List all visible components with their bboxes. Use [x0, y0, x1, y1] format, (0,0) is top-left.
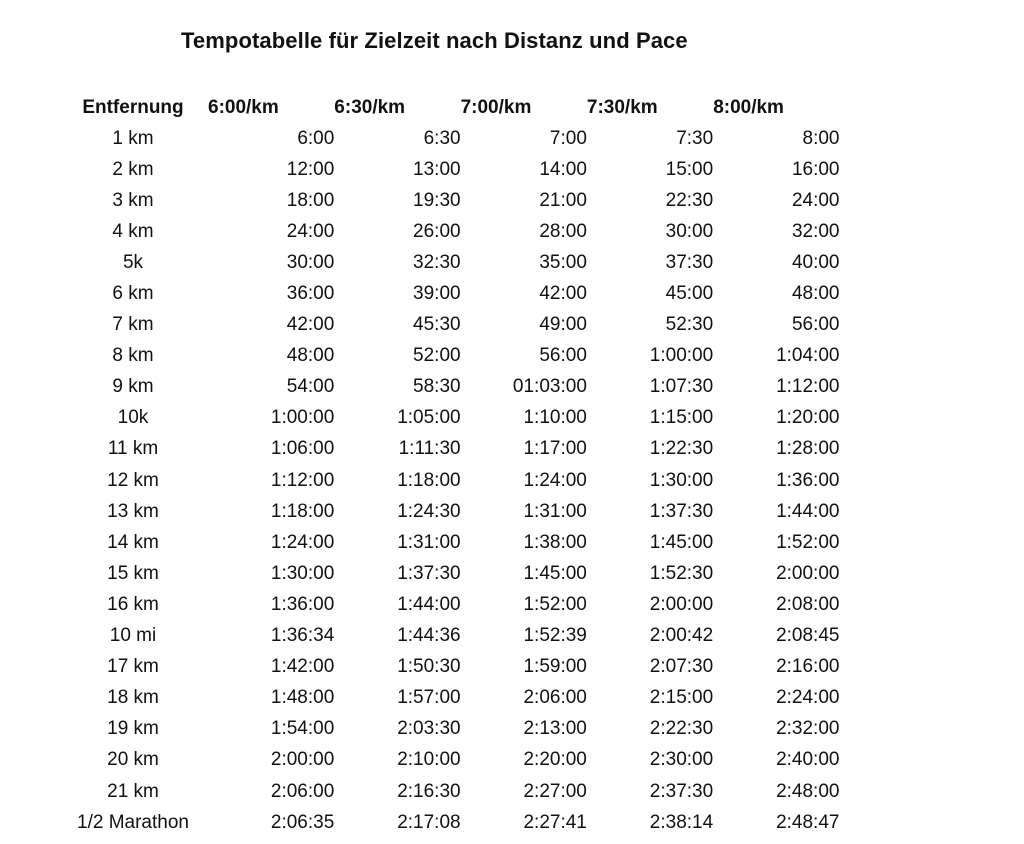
time-cell: 40:00 — [791, 251, 840, 273]
time-cell: 1:17:00 — [523, 438, 587, 460]
time-cell: 1:44:36 — [397, 625, 461, 647]
distance-cell: 17 km — [107, 656, 159, 678]
table-row — [58, 745, 839, 776]
distance-cell: 21 km — [107, 780, 159, 802]
table-row — [58, 714, 839, 745]
time-cell: 42:00 — [539, 283, 587, 305]
table-row — [58, 247, 839, 278]
time-cell: 45:30 — [413, 314, 461, 336]
distance-cell: 9 km — [112, 376, 154, 398]
time-cell: 35:00 — [539, 251, 587, 273]
time-cell: 1:20:00 — [776, 407, 840, 429]
table-row — [58, 683, 839, 714]
time-cell: 1:30:00 — [649, 469, 714, 491]
time-cell: 1:57:00 — [397, 687, 461, 709]
time-cell: 2:30:00 — [649, 749, 714, 771]
time-cell: 01:03:00 — [512, 376, 587, 398]
time-cell: 2:06:35 — [270, 811, 335, 833]
time-cell: 1:31:00 — [523, 500, 587, 522]
time-cell: 1:45:00 — [649, 531, 714, 553]
time-cell: 7:30 — [676, 127, 714, 149]
time-cell: 19:30 — [413, 189, 461, 211]
time-cell: 2:20:00 — [523, 749, 587, 771]
time-cell: 1:06:00 — [270, 438, 335, 460]
header-pace-7-00: 7:00/km — [460, 97, 532, 118]
time-cell: 2:13:00 — [523, 718, 587, 740]
time-cell: 12:00 — [286, 158, 335, 180]
time-cell: 2:08:45 — [776, 625, 840, 647]
time-cell: 26:00 — [413, 220, 461, 242]
time-cell: 14:00 — [539, 158, 587, 180]
distance-cell: 14 km — [107, 531, 159, 553]
time-cell: 52:30 — [665, 314, 714, 336]
time-cell: 1:00:00 — [649, 345, 714, 367]
time-cell: 1:52:39 — [523, 625, 587, 647]
table-row — [58, 527, 839, 558]
header-pace-6-00: 6:00/km — [208, 97, 279, 118]
time-cell: 48:00 — [286, 345, 335, 367]
time-cell: 1:24:30 — [397, 500, 461, 522]
time-cell: 2:16:30 — [397, 780, 461, 802]
distance-cell: 12 km — [107, 469, 159, 491]
time-cell: 6:00 — [297, 127, 335, 149]
time-cell: 28:00 — [539, 220, 587, 242]
time-cell: 1:37:30 — [649, 500, 714, 522]
time-cell: 58:30 — [413, 376, 461, 398]
pace-table — [58, 93, 839, 838]
time-cell: 1:45:00 — [523, 562, 587, 584]
time-cell: 1:52:30 — [649, 562, 714, 584]
time-cell: 1:36:00 — [270, 593, 335, 615]
time-cell: 1:10:00 — [523, 407, 587, 429]
time-cell: 2:17:08 — [397, 811, 461, 833]
table-row — [58, 434, 839, 465]
table-row — [58, 154, 839, 185]
time-cell: 2:22:30 — [649, 718, 714, 740]
header-pace-8-00: 8:00/km — [713, 97, 784, 118]
table-row — [58, 465, 839, 496]
distance-cell: 1/2 Marathon — [77, 811, 189, 833]
time-cell: 1:30:00 — [270, 562, 335, 584]
time-cell: 2:03:30 — [397, 718, 461, 740]
time-cell: 48:00 — [791, 283, 840, 305]
table-row — [58, 123, 839, 154]
time-cell: 54:00 — [286, 376, 335, 398]
distance-cell: 4 km — [112, 220, 154, 242]
distance-cell: 1 km — [112, 127, 154, 149]
time-cell: 1:44:00 — [397, 593, 461, 615]
header-pace-6-30: 6:30/km — [334, 97, 406, 118]
time-cell: 1:04:00 — [776, 345, 840, 367]
time-cell: 56:00 — [539, 345, 587, 367]
table-row — [58, 496, 839, 527]
time-cell: 37:30 — [665, 251, 714, 273]
distance-cell: 2 km — [112, 158, 154, 180]
time-cell: 2:16:00 — [776, 656, 840, 678]
time-cell: 1:50:30 — [397, 656, 461, 678]
time-cell: 2:27:00 — [523, 780, 587, 802]
header-distance: Entfernung — [82, 97, 184, 118]
time-cell: 2:07:30 — [649, 656, 714, 678]
time-cell: 1:00:00 — [270, 407, 335, 429]
time-cell: 2:38:14 — [649, 811, 714, 833]
time-cell: 1:12:00 — [270, 469, 335, 491]
time-cell: 24:00 — [791, 189, 840, 211]
time-cell: 18:00 — [286, 189, 335, 211]
time-cell: 1:24:00 — [523, 469, 587, 491]
time-cell: 8:00 — [802, 127, 840, 149]
time-cell: 2:24:00 — [776, 687, 840, 709]
distance-cell: 6 km — [112, 283, 154, 305]
time-cell: 1:52:00 — [776, 531, 840, 553]
time-cell: 1:22:30 — [649, 438, 714, 460]
time-cell: 30:00 — [665, 220, 714, 242]
table-row — [58, 372, 839, 403]
header-pace-7-30: 7:30/km — [586, 97, 658, 118]
time-cell: 2:15:00 — [649, 687, 714, 709]
time-cell: 36:00 — [286, 283, 335, 305]
time-cell: 56:00 — [791, 314, 840, 336]
time-cell: 2:37:30 — [649, 780, 714, 802]
time-cell: 1:59:00 — [523, 656, 587, 678]
time-cell: 1:37:30 — [397, 562, 461, 584]
time-cell: 32:30 — [413, 251, 461, 273]
distance-cell: 18 km — [107, 687, 159, 709]
table-row — [58, 776, 839, 807]
table-row — [58, 652, 839, 683]
time-cell: 2:06:00 — [270, 780, 335, 802]
time-cell: 1:48:00 — [270, 687, 335, 709]
time-cell: 2:00:00 — [270, 749, 335, 771]
table-row — [58, 589, 839, 620]
time-cell: 2:00:00 — [649, 593, 714, 615]
time-cell: 7:00 — [549, 127, 587, 149]
distance-cell: 10k — [117, 407, 149, 429]
time-cell: 1:15:00 — [649, 407, 714, 429]
distance-cell: 20 km — [107, 749, 159, 771]
time-cell: 2:27:41 — [523, 811, 587, 833]
time-cell: 2:40:00 — [776, 749, 840, 771]
time-cell: 2:48:00 — [776, 780, 840, 802]
table-row — [58, 185, 839, 216]
page-title: Tempotabelle für Zielzeit nach Distanz und Pace — [181, 28, 688, 53]
time-cell: 1:28:00 — [776, 438, 840, 460]
time-cell: 39:00 — [413, 283, 461, 305]
table-body — [58, 123, 839, 838]
time-cell: 2:08:00 — [776, 593, 840, 615]
table-row — [58, 310, 839, 341]
time-cell: 2:48:47 — [776, 811, 840, 833]
distance-cell: 7 km — [112, 314, 154, 336]
time-cell: 1:36:00 — [776, 469, 840, 491]
time-cell: 1:52:00 — [523, 593, 587, 615]
distance-cell: 8 km — [112, 345, 154, 367]
table-row — [58, 558, 839, 589]
time-cell: 6:30 — [423, 127, 461, 149]
distance-cell: 13 km — [107, 500, 159, 522]
table-row — [58, 216, 839, 247]
time-cell: 24:00 — [286, 220, 335, 242]
time-cell: 32:00 — [791, 220, 840, 242]
time-cell: 52:00 — [413, 345, 461, 367]
table-header-row — [58, 93, 839, 123]
time-cell: 45:00 — [665, 283, 714, 305]
table-row — [58, 403, 839, 434]
time-cell: 2:06:00 — [523, 687, 587, 709]
time-cell: 13:00 — [413, 158, 461, 180]
time-cell: 1:07:30 — [649, 376, 714, 398]
table-row — [58, 621, 839, 652]
time-cell: 1:36:34 — [270, 625, 335, 647]
distance-cell: 19 km — [107, 718, 159, 740]
time-cell: 1:54:00 — [270, 718, 335, 740]
time-cell: 1:18:00 — [397, 469, 461, 491]
table-row — [58, 341, 839, 372]
time-cell: 1:44:00 — [776, 500, 840, 522]
time-cell: 49:00 — [539, 314, 587, 336]
time-cell: 1:31:00 — [397, 531, 461, 553]
time-cell: 2:32:00 — [776, 718, 840, 740]
time-cell: 2:00:00 — [776, 562, 840, 584]
time-cell: 30:00 — [286, 251, 335, 273]
time-cell: 15:00 — [665, 158, 714, 180]
distance-cell: 5k — [122, 251, 144, 273]
time-cell: 1:12:00 — [776, 376, 840, 398]
time-cell: 2:00:42 — [649, 625, 714, 647]
time-cell: 1:11:30 — [398, 438, 461, 460]
distance-cell: 10 mi — [109, 625, 157, 647]
time-cell: 1:38:00 — [523, 531, 587, 553]
distance-cell: 11 km — [107, 438, 159, 460]
time-cell: 16:00 — [791, 158, 840, 180]
table-row — [58, 807, 839, 838]
time-cell: 1:24:00 — [270, 531, 335, 553]
time-cell: 21:00 — [539, 189, 587, 211]
time-cell: 1:18:00 — [270, 500, 335, 522]
time-cell: 1:42:00 — [270, 656, 335, 678]
time-cell: 2:10:00 — [397, 749, 461, 771]
distance-cell: 16 km — [107, 593, 159, 615]
table-row — [58, 278, 839, 309]
distance-cell: 3 km — [112, 189, 154, 211]
time-cell: 42:00 — [286, 314, 335, 336]
time-cell: 1:05:00 — [397, 407, 461, 429]
time-cell: 22:30 — [665, 189, 714, 211]
distance-cell: 15 km — [107, 562, 159, 584]
